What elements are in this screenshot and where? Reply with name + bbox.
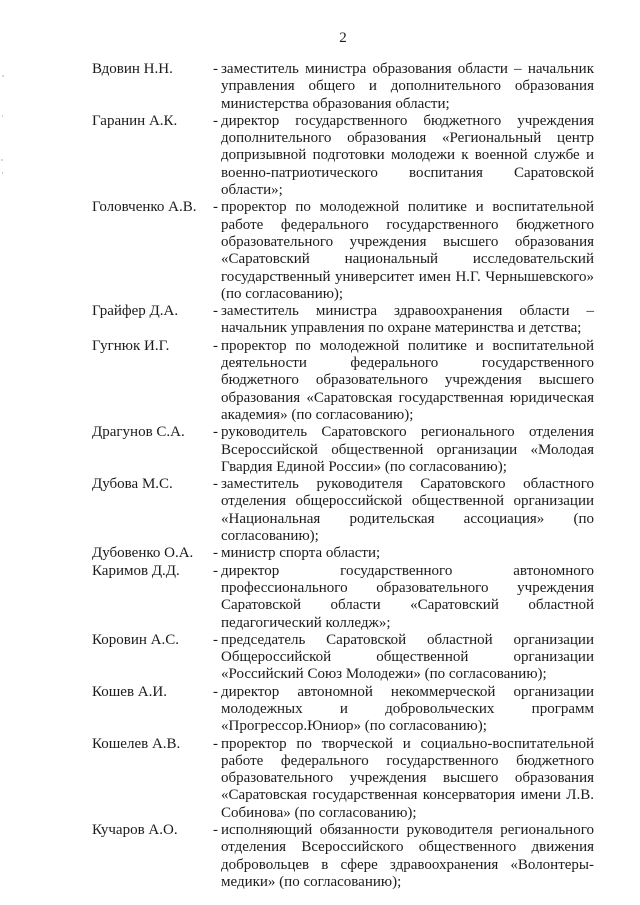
person-description	[213, 424, 594, 476]
person-description	[213, 632, 594, 684]
person-name: Дубова М.С.	[92, 476, 173, 493]
list-dash: -	[213, 476, 218, 493]
person-description	[213, 736, 594, 822]
list-dash: -	[213, 822, 218, 839]
list-dash: -	[213, 562, 218, 579]
person-name: Вдовин Н.Н.	[92, 61, 173, 77]
person-description-text: директор автономной некоммерческой организации молодежных и добровольческих программ «Прогрессор.Юниор» (по согласованию);	[221, 683, 594, 735]
person-description-text: руководитель Саратовского регионального отделения Всероссийской общественной организации «Молодая Гвардия Единой России» (по согласованию);	[221, 424, 594, 475]
list-dash: -	[213, 112, 218, 129]
list-item	[92, 822, 594, 891]
person-description-text: председатель Саратовской областной организации Общероссийской общественной организации «Российский Союз Молодежи» (по согласованию);	[221, 631, 594, 683]
person-name: Гугнюк И.Г.	[92, 337, 170, 354]
person-description	[213, 61, 594, 113]
list-item	[92, 545, 594, 562]
list-dash: -	[213, 424, 218, 441]
list-item	[92, 113, 594, 199]
person-description	[213, 113, 594, 199]
person-description-text: министр спорта области;	[221, 545, 381, 562]
list-item	[92, 303, 594, 338]
person-name: Кошелев А.В.	[92, 735, 181, 752]
list-item	[92, 736, 594, 822]
person-name: Кошев А.И.	[92, 683, 167, 700]
person-name: Дубовенко О.А.	[92, 545, 194, 562]
list-dash: -	[213, 545, 218, 562]
person-description-text: проректор по молодежной политике и воспитательной работе федерального государственного бюджетного образовательного учреждения высшего образования «Саратовский национальный исследовательский государственный университет имен Н.Г. Чернышевского» (по согласованию);	[221, 199, 594, 302]
person-name: Коровин А.С.	[92, 631, 179, 648]
person-description-text: заместитель министра здравоохранения области – начальник управления по охране материнства и детства;	[221, 303, 594, 337]
list-dash: -	[213, 61, 218, 77]
person-description	[213, 338, 594, 424]
person-description	[213, 822, 594, 891]
person-name: Драгунов С.А.	[92, 424, 185, 441]
person-name: Каримов Д.Д.	[92, 562, 180, 579]
list-item	[92, 563, 594, 632]
person-name: Грайфер Д.А.	[92, 303, 179, 320]
list-item	[92, 424, 594, 476]
person-description-text: заместитель министра образования области – начальник управления общего и дополнительного образования министерства образования области;	[221, 61, 594, 112]
person-description-text: проректор по творческой и социально-воспитательной работе федерального государственного бюджетного образовательного учреждения высшего образования «Саратовская государственная консерватория имени Л.В. Собинова» (по согласованию);	[221, 735, 594, 821]
person-description-text: заместитель руководителя Саратовского областного отделения общероссийской общественной организации «Национальная родительская ассоциация» (по согласованию);	[221, 476, 594, 545]
entries-list	[92, 61, 594, 891]
scan-speck	[2, 75, 4, 77]
person-name: Головченко А.В.	[92, 199, 197, 216]
list-dash: -	[213, 337, 218, 354]
list-item	[92, 338, 594, 424]
person-description	[213, 684, 594, 736]
list-dash: -	[213, 683, 218, 700]
scan-speck	[2, 172, 3, 174]
person-description-text: директор государственного бюджетного учреждения дополнительного образования «Региональный центр допризывной подготовки молодежи к военной службе и военно-патриотического воспитания Саратовской области»;	[221, 112, 594, 199]
person-description	[213, 303, 594, 338]
person-description	[213, 545, 594, 562]
person-description	[213, 199, 594, 303]
scan-speck	[2, 115, 3, 117]
list-item	[92, 61, 594, 113]
person-description-text: проректор по молодежной политике и воспитательной деятельности федерального государственного бюджетного образовательного учреждения высшего образования «Саратовская государственная юридическая академия» (по согласованию);	[221, 337, 594, 423]
list-dash: -	[213, 735, 218, 752]
person-name: Кучаров А.О.	[92, 822, 178, 839]
list-item	[92, 476, 594, 545]
page-number: 2	[339, 30, 347, 46]
list-item	[92, 632, 594, 684]
list-dash: -	[213, 631, 218, 648]
list-dash: -	[213, 199, 218, 216]
person-description-text: директор государственного автономного профессионального образовательного учреждения Саратовской области «Саратовский областной педагогический колледж»;	[221, 562, 594, 631]
person-description-text: исполняющий обязанности руководителя регионального отделения Всероссийского общественного движения добровольцев в сфере здравоохранения «Волонтеры-медики» (по согласованию);	[221, 822, 594, 890]
person-description	[213, 476, 594, 545]
scan-speck	[1, 159, 3, 161]
list-item	[92, 684, 594, 736]
list-item	[92, 199, 594, 303]
person-description	[213, 563, 594, 632]
list-dash: -	[213, 303, 218, 320]
person-name: Гаранин А.К.	[92, 112, 178, 129]
